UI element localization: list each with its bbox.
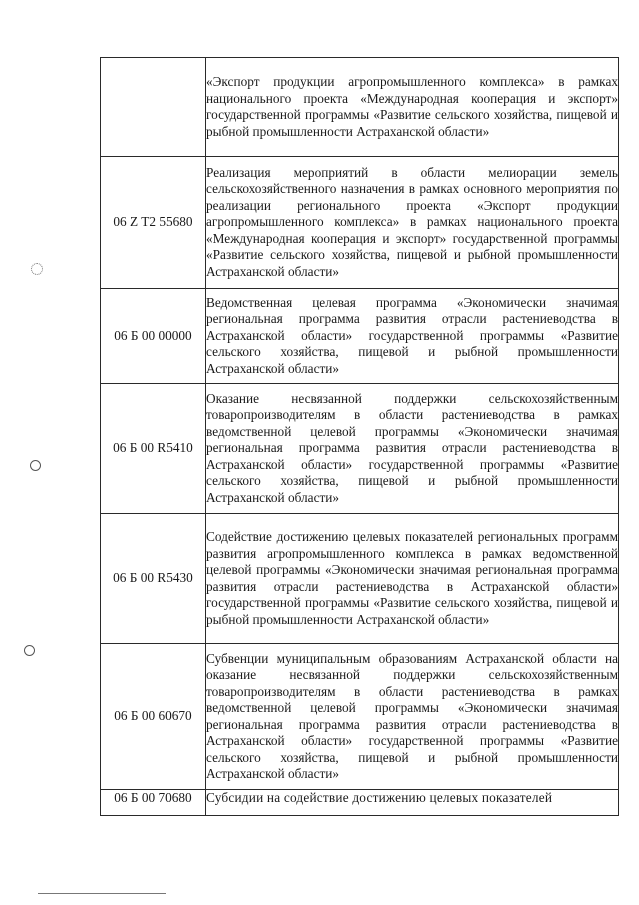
code-cell: 06 Б 00 00000 (101, 289, 206, 384)
table-row (101, 58, 619, 157)
description-cell: Реализация мероприятий в области мелиорации земель сельскохозяйственного назначения в рамках основного мероприятия по реализации регионального проекта «Экспорт продукции агропромышленного комплекса» в рамках национального проекта «Международная кооперация и экспорт» государственной программы «Развитие сельского хозяйства, пищевой и рыбной промышленности Астраханской области» (206, 157, 619, 289)
description-cell: Ведомственная целевая программа «Экономически значимая региональная программа развития отрасли растениеводства в Астраханской области» государственной программы «Развитие сельского хозяйства, пищевой и рыбной промышленности Астраханской области» (206, 289, 619, 384)
code-cell: 06 Б 00 70680 (101, 790, 206, 816)
description-cell: Субсидии на содействие достижению целевых показателей (206, 790, 619, 816)
scan-mark-icon (31, 263, 43, 275)
description-cell: Оказание несвязанной поддержки сельскохозяйственным товаропроизводителям в области растениеводства в рамках ведомственной целевой программы «Экономически значимая региональная программа развития отрасли растениеводства в Астраханской области» государственной программы «Развитие сельского хозяйства, пищевой и рыбной промышленности Астраханской области» (206, 384, 619, 514)
table-row (101, 289, 619, 384)
punch-hole-icon (24, 645, 35, 656)
description-cell: Содействие достижению целевых показателей региональных программ развития агропромышленного комплекса в рамках ведомственной целевой программы «Экономически значимая региональная программа развития отрасли растениеводства в Астраханской области» государственной программы «Развитие сельского хозяйства, пищевой и рыбной промышленности Астраханской области» (206, 514, 619, 644)
table-row (101, 790, 619, 816)
description-cell: «Экспорт продукции агропромышленного комплекса» в рамках национального проекта «Международная кооперация и экспорт» государственной программы «Развитие сельского хозяйства, пищевой и рыбной промышленности Астраханской области» (206, 58, 619, 157)
table-row (101, 644, 619, 790)
table-row (101, 384, 619, 514)
description-cell: Субвенции муниципальным образованиям Астраханской области на оказание несвязанной поддержки сельскохозяйственным товаропроизводителям в области растениеводства в рамках ведомственной целевой программы «Экономически значимая региональная программа развития отрасли растениеводства в Астраханской области» государственной программы «Развитие сельского хозяйства, пищевой и рыбной промышленности Астраханской области» (206, 644, 619, 790)
code-cell (101, 58, 206, 157)
table-row (101, 157, 619, 289)
code-cell: 06 Z T2 55680 (101, 157, 206, 289)
code-cell: 06 Б 00 R5430 (101, 514, 206, 644)
punch-hole-icon (30, 460, 41, 471)
code-cell: 06 Б 00 R5410 (101, 384, 206, 514)
code-cell: 06 Б 00 60670 (101, 644, 206, 790)
budget-classification-table (100, 57, 619, 816)
table-row (101, 514, 619, 644)
footer-rule (38, 893, 166, 894)
